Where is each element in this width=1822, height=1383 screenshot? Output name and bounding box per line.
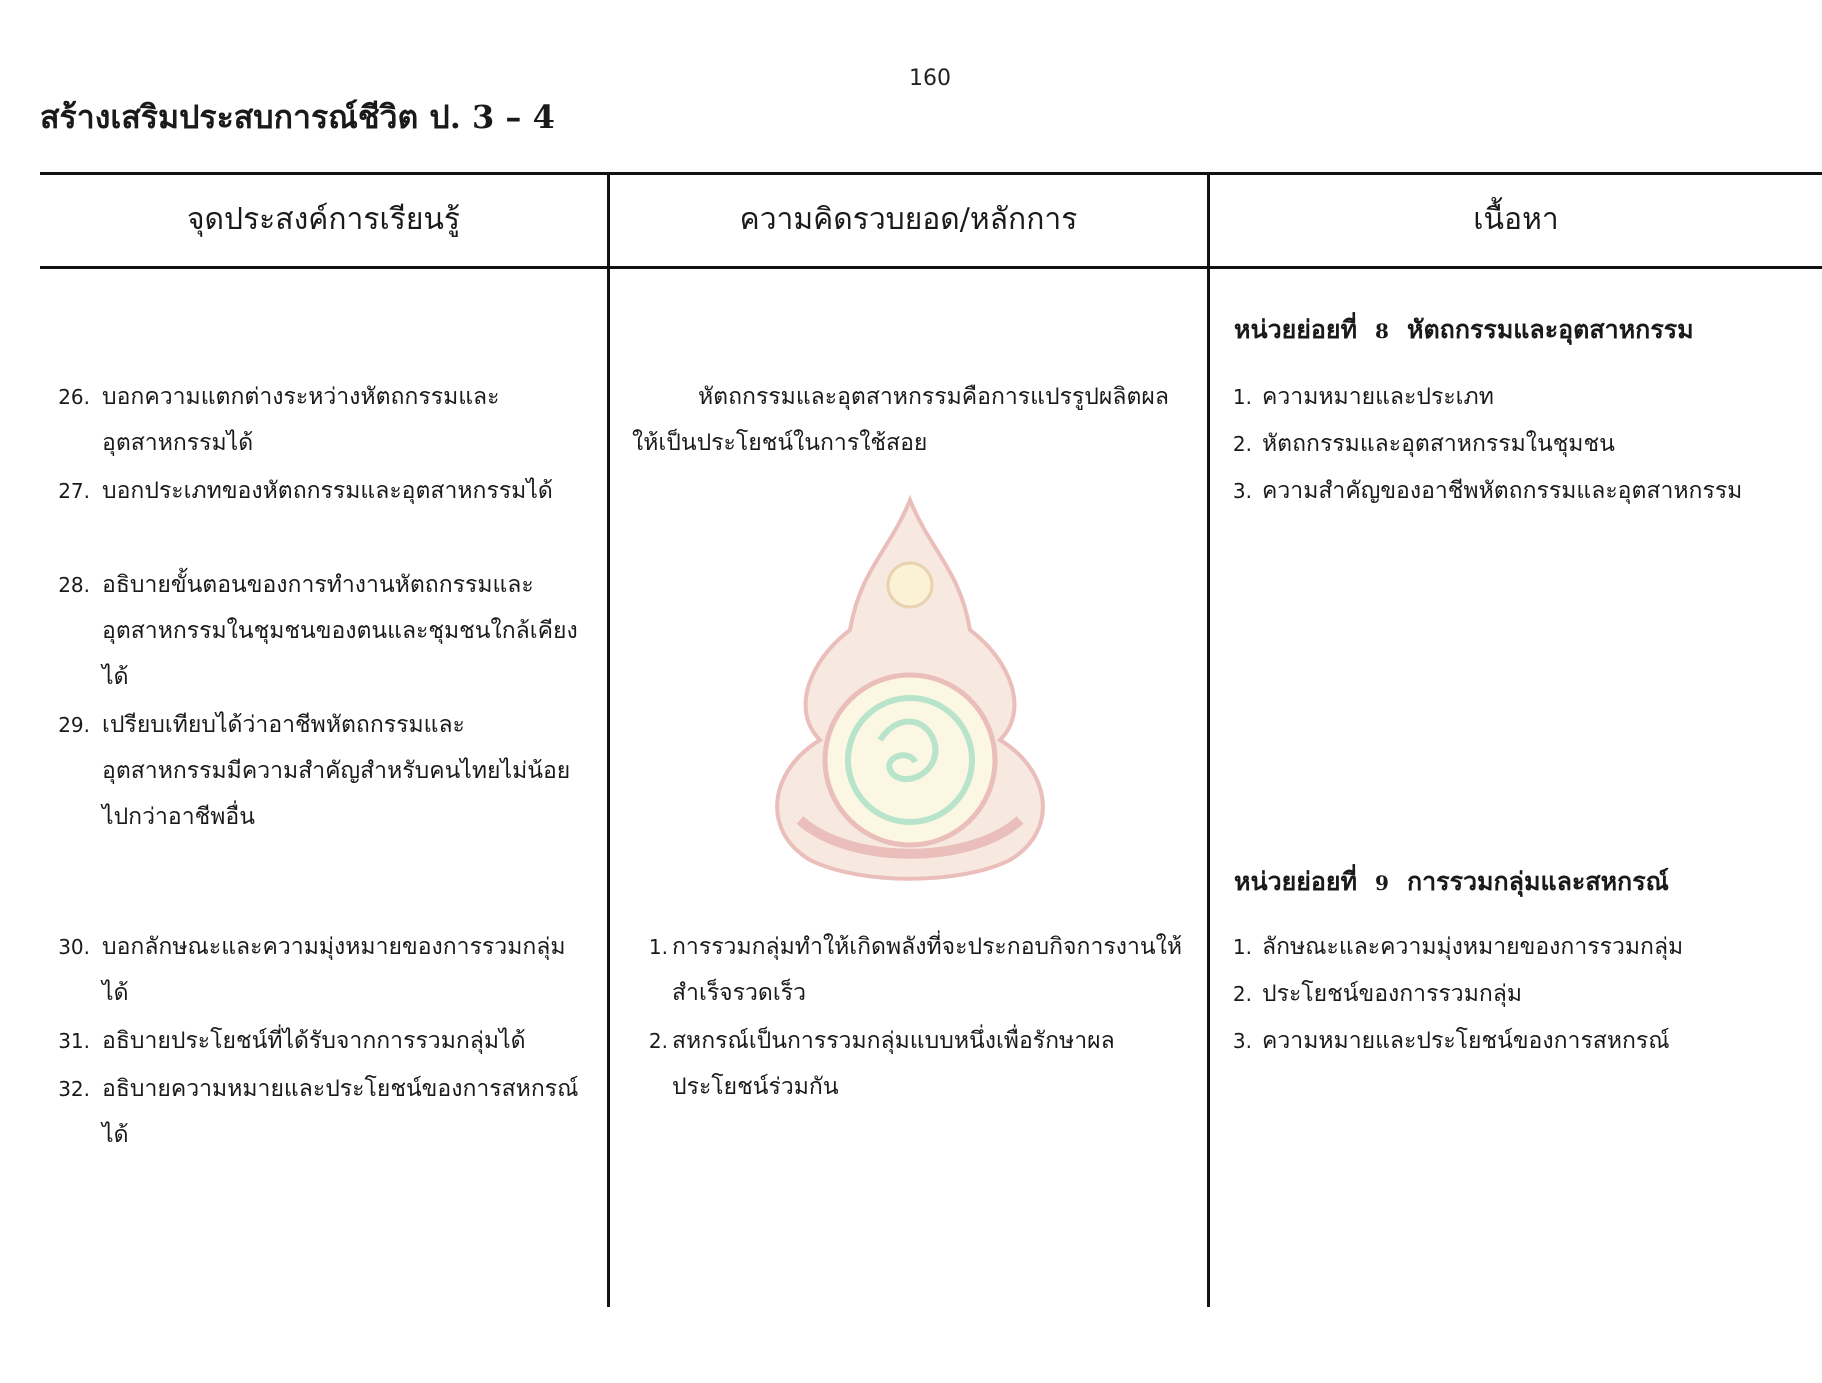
unit-label: หน่วยย่อยที่	[1234, 315, 1358, 344]
content-item	[1226, 924, 1816, 970]
objective-item	[50, 702, 580, 840]
objective-item	[50, 374, 580, 466]
unit-number: 8	[1375, 319, 1389, 343]
concept-item	[628, 924, 1193, 1016]
unit-heading	[1234, 862, 1669, 902]
objective-text: อธิบายความหมายและประโยชน์ของการสหกรณ์ได้	[102, 1076, 579, 1148]
objective-number: 30.	[58, 935, 90, 959]
objective-text: บอกลักษณะและความมุ่งหมายของการรวมกลุ่มได้	[102, 934, 566, 1006]
objective-number: 32.	[58, 1077, 90, 1101]
watermark-emblem	[760, 490, 1060, 890]
content-number: 1.	[1232, 935, 1252, 959]
concept-text: สหกรณ์เป็นการรวมกลุ่มแบบหนึ่งเพื่อรักษาผลประโยชน์ร่วมกัน	[672, 1028, 1115, 1100]
book-title: สร้างเสริมประสบการณ์ชีวิต ป. 3 – 4	[40, 98, 555, 136]
objective-number: 26.	[58, 385, 90, 409]
page-number: 160	[909, 66, 951, 91]
content-text: ประโยชน์ของการรวมกลุ่ม	[1262, 981, 1523, 1007]
content-number: 3.	[1232, 479, 1252, 503]
content-number: 2.	[1232, 432, 1252, 456]
objective-number: 28.	[58, 573, 90, 597]
content-number: 2.	[1232, 982, 1252, 1006]
objective-text: บอกความแตกต่างระหว่างหัตถกรรมและอุตสาหกรรมได้	[102, 384, 500, 456]
content-text: หัตถกรรมและอุตสาหกรรมในชุมชน	[1262, 431, 1615, 457]
concept-number: 2.	[648, 1029, 668, 1053]
unit-title: หัตถกรรมและอุตสาหกรรม	[1406, 315, 1694, 344]
unit-label: หน่วยย่อยที่	[1234, 867, 1358, 896]
content-item	[1226, 374, 1816, 420]
column-separator	[1207, 172, 1210, 1307]
table-header-rule	[40, 266, 1822, 269]
content-item	[1226, 971, 1816, 1017]
content-item	[1226, 421, 1816, 467]
content-text: ความหมายและประโยชน์ของการสหกรณ์	[1262, 1028, 1670, 1054]
content-item	[1226, 468, 1816, 514]
content-item	[1226, 1018, 1816, 1064]
concept-number: 1.	[648, 935, 668, 959]
unit-heading	[1234, 310, 1694, 350]
objective-text: เปรียบเทียบได้ว่าอาชีพหัตถกรรมและอุตสาหกรรมมีความสำคัญสำหรับคนไทยไม่น้อยไปกว่าอาชีพอื่น	[102, 712, 571, 830]
objective-number: 29.	[58, 713, 90, 737]
objective-text: อธิบายประโยชน์ที่ได้รับจากการรวมกลุ่มได้	[102, 1028, 526, 1054]
objective-text: บอกประเภทของหัตถกรรมและอุตสาหกรรมได้	[102, 478, 553, 504]
objective-item	[50, 924, 580, 1016]
objective-item	[50, 468, 580, 514]
concept-item	[628, 1018, 1193, 1110]
column-header-objectives: จุดประสงค์การเรียนรู้	[186, 202, 461, 237]
content-text: ความหมายและประเภท	[1262, 384, 1494, 410]
objective-item	[50, 1066, 580, 1158]
column-header-concepts: ความคิดรวบยอด/หลักการ	[739, 202, 1078, 237]
column-header-content: เนื้อหา	[1473, 202, 1559, 237]
content-number: 1.	[1232, 385, 1252, 409]
content-text: ความสำคัญของอาชีพหัตถกรรมและอุตสาหกรรม	[1262, 478, 1743, 504]
objective-number: 31.	[58, 1029, 90, 1053]
column-separator	[607, 172, 610, 1307]
objective-item	[50, 1018, 580, 1064]
unit-title: การรวมกลุ่มและสหกรณ์	[1406, 867, 1669, 896]
content-number: 3.	[1232, 1029, 1252, 1053]
concept-paragraph: หัตถกรรมและอุตสาหกรรมคือการแปรรูปผลิตผลให้เป็นประโยชน์ในการใช้สอย	[632, 384, 1169, 456]
table-top-rule	[40, 172, 1822, 175]
unit-number: 9	[1375, 871, 1389, 895]
objective-number: 27.	[58, 479, 90, 503]
objective-text: อธิบายขั้นตอนของการทำงานหัตถกรรมและอุตสาหกรรมในชุมชนของตนและชุมชนใกล้เคียงได้	[102, 572, 578, 690]
objective-item	[50, 562, 580, 700]
content-text: ลักษณะและความมุ่งหมายของการรวมกลุ่ม	[1262, 934, 1684, 960]
concept-text: การรวมกลุ่มทำให้เกิดพลังที่จะประกอบกิจการงานให้สำเร็จรวดเร็ว	[672, 934, 1182, 1006]
